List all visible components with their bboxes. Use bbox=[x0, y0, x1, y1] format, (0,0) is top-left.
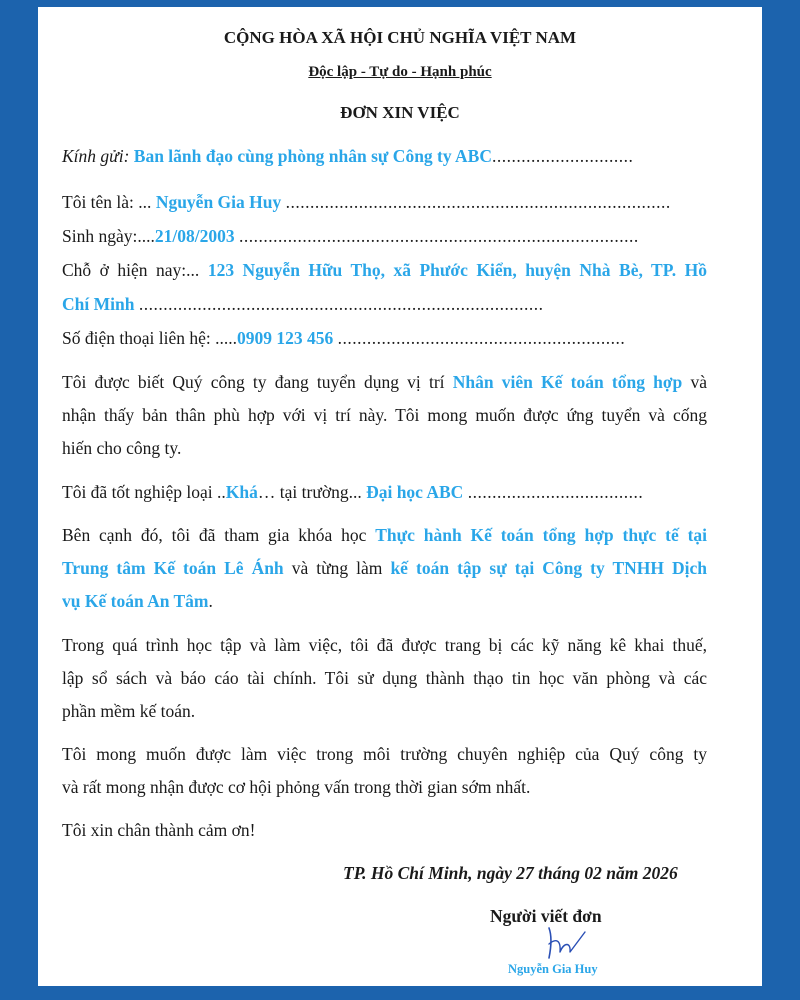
phone-value: 0909 123 456 bbox=[236, 328, 334, 348]
recipient-dots: ............................. bbox=[492, 146, 634, 166]
education-grade: Khá bbox=[225, 482, 258, 502]
document-title: ĐƠN XIN VIỆC bbox=[340, 103, 460, 122]
recipient-line bbox=[62, 145, 633, 167]
thanks-line: Tôi xin chân thành cảm ơn! bbox=[62, 820, 256, 840]
dob-line bbox=[62, 225, 639, 247]
signer-label: Người viết đơn bbox=[490, 906, 602, 926]
dob-label: Sinh ngày:.... bbox=[62, 226, 155, 246]
skills-line-3: phần mềm kế toán. bbox=[62, 701, 196, 721]
national-motto: Độc lập - Tự do - Hạnh phúc bbox=[308, 64, 492, 80]
address-value-1: 123 Nguyễn Hữu Thọ, xã Phước Kiển, huyện Nhà Bè, TP. Hồ bbox=[207, 260, 708, 280]
position-text-pre: Tôi được biết Quý công ty đang tuyển dụng vị trí bbox=[62, 372, 445, 392]
position-value: Nhân viên Kế toán tổng hợp bbox=[452, 372, 683, 392]
address-value-2: Chí Minh bbox=[62, 294, 135, 314]
address-dots: ................................................................................... bbox=[138, 294, 544, 314]
experience-line-3 bbox=[62, 590, 213, 612]
name-line bbox=[62, 191, 671, 213]
address-label: Chỗ ở hiện nay:... bbox=[62, 260, 200, 280]
experience-line-1 bbox=[62, 524, 707, 546]
experience-mid: và từng làm bbox=[291, 558, 383, 578]
wish-line-2: và rất mong nhận được cơ hội phỏng vấn trong thời gian sớm nhất. bbox=[62, 777, 531, 797]
skills-line-1: Trong quá trình học tập và làm việc, tôi đã được trang bị các kỹ năng kê khai thuế, bbox=[62, 635, 707, 655]
course-name-2: Trung tâm Kế toán Lê Ánh bbox=[62, 558, 284, 578]
name-dots: ............................................................................... bbox=[285, 192, 671, 212]
job-name-1: kế toán tập sự tại Công ty TNHH Dịch bbox=[390, 558, 708, 578]
job-name-2: vụ Kế toán An Tâm bbox=[62, 591, 209, 611]
experience-line-2 bbox=[62, 557, 707, 579]
national-title: CỘNG HÒA XÃ HỘI CHỦ NGHĨA VIỆT NAM bbox=[223, 28, 577, 47]
dob-dots: .................................................................................. bbox=[238, 226, 639, 246]
address-line-2 bbox=[62, 293, 543, 315]
phone-line bbox=[62, 327, 625, 349]
phone-label: Số điện thoại liên hệ: ..... bbox=[62, 328, 237, 348]
phone-dots: ........................................................... bbox=[337, 328, 626, 348]
recipient-label: Kính gửi: bbox=[62, 146, 130, 166]
position-line-3: hiến cho công ty. bbox=[62, 438, 182, 458]
name-value: Nguyễn Gia Huy bbox=[155, 192, 282, 212]
signer-name: Nguyễn Gia Huy bbox=[508, 962, 598, 976]
place-date: TP. Hồ Chí Minh, ngày 27 tháng 02 năm 2026 bbox=[343, 863, 678, 883]
letter-page bbox=[38, 7, 762, 986]
handwritten-signature bbox=[543, 924, 599, 964]
dob-value: 21/08/2003 bbox=[154, 226, 235, 246]
name-label: Tôi tên là: ... bbox=[62, 192, 152, 212]
position-line-1 bbox=[62, 371, 707, 393]
course-name-1: Thực hành Kế toán tổng hợp thực tế tại bbox=[375, 525, 708, 545]
education-school: Đại học ABC bbox=[366, 482, 464, 502]
experience-end: . bbox=[208, 591, 213, 611]
education-mid: … tại trường... bbox=[257, 482, 362, 502]
recipient-value: Ban lãnh đạo cùng phòng nhân sự Công ty ABC bbox=[133, 146, 492, 166]
experience-pre: Bên cạnh đó, tôi đã tham gia khóa học bbox=[62, 525, 367, 545]
education-dots: .................................... bbox=[467, 482, 644, 502]
skills-line-2: lập sổ sách và báo cáo tài chính. Tôi sử dụng thành thạo tin học văn phòng và các bbox=[62, 668, 707, 688]
education-pre: Tôi đã tốt nghiệp loại .. bbox=[62, 482, 226, 502]
position-line-2: nhận thấy bản thân phù hợp với vị trí này. Tôi mong muốn được ứng tuyển và cống bbox=[62, 405, 707, 425]
wish-line-1: Tôi mong muốn được làm việc trong môi trường chuyên nghiệp của Quý công ty bbox=[62, 744, 707, 764]
position-text-post: và bbox=[690, 372, 708, 392]
address-line-1 bbox=[62, 259, 707, 281]
education-line bbox=[62, 481, 643, 503]
